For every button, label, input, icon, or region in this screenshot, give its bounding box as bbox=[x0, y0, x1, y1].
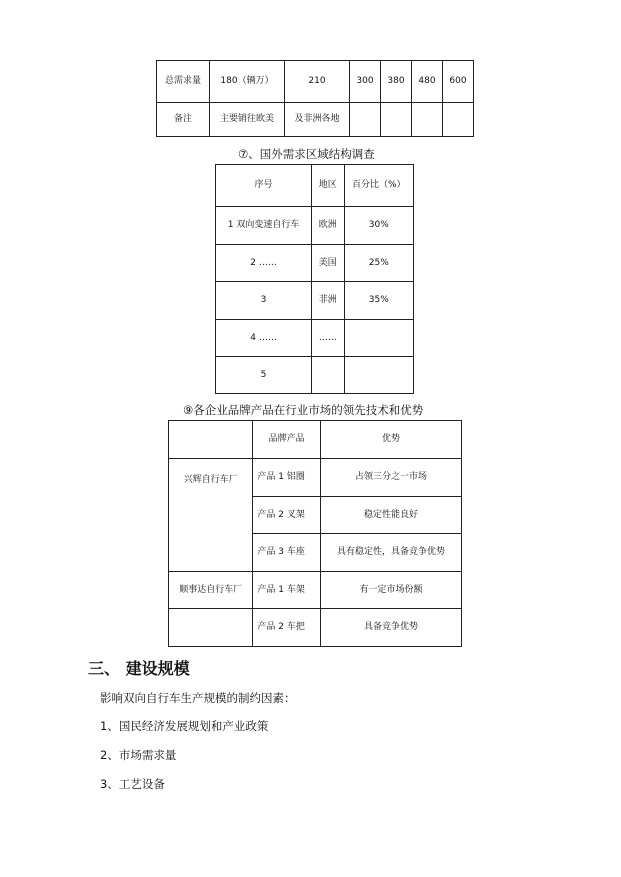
product-cell: 产品 2 车把 bbox=[253, 609, 321, 647]
section-heading: 三、 建设规模 bbox=[88, 659, 190, 678]
table-cell: 5 bbox=[216, 357, 312, 394]
table-row bbox=[157, 103, 474, 137]
table-cell: 25% bbox=[344, 245, 413, 282]
table-row bbox=[216, 282, 414, 320]
table-cell: 总需求量 bbox=[157, 61, 210, 103]
table-header-row bbox=[169, 421, 462, 459]
table-row bbox=[216, 357, 414, 394]
table-cell bbox=[412, 103, 443, 137]
table-cell bbox=[312, 357, 344, 394]
list-item: 3、工艺设备 bbox=[100, 777, 165, 791]
product-cell: 产品 1 铝圈 bbox=[253, 459, 321, 497]
table-cell: 4 …… bbox=[216, 320, 312, 357]
table-cell: 2 …… bbox=[216, 245, 312, 282]
table-cell: 600 bbox=[443, 61, 474, 103]
section-intro: 影响双向自行车生产规模的制约因素： bbox=[100, 691, 296, 705]
table-cell: 1 双向变速自行车 bbox=[216, 207, 312, 245]
table-cell: 及非洲各地 bbox=[285, 103, 350, 137]
table-row bbox=[216, 320, 414, 357]
table-cell: 欧洲 bbox=[312, 207, 344, 245]
table-cell bbox=[443, 103, 474, 137]
column-header: 优势 bbox=[320, 421, 461, 459]
table-cell: 300 bbox=[350, 61, 381, 103]
brand-table bbox=[168, 420, 462, 647]
table-row bbox=[216, 245, 414, 282]
column-header bbox=[169, 421, 253, 459]
product-cell: 产品 1 车架 bbox=[253, 572, 321, 609]
demand-table bbox=[156, 60, 474, 137]
table-cell: 美国 bbox=[312, 245, 344, 282]
table-cell: 380 bbox=[381, 61, 412, 103]
advantage-cell: 占领三分之一市场 bbox=[320, 459, 461, 497]
region-table bbox=[215, 164, 414, 394]
region-survey-caption: ⑦、国外需求区域结构调查 bbox=[238, 147, 375, 161]
table-cell bbox=[344, 357, 413, 394]
table-row bbox=[216, 207, 414, 245]
table-cell: 180（辆万） bbox=[210, 61, 285, 103]
company-name: 兴辉自行车厂 bbox=[183, 475, 238, 485]
product-cell: 产品 3 车座 bbox=[253, 534, 321, 572]
table-cell: 3 bbox=[216, 282, 312, 320]
table-cell: 210 bbox=[285, 61, 350, 103]
table-cell bbox=[350, 103, 381, 137]
column-header: 地区 bbox=[312, 165, 344, 207]
table-cell: 30% bbox=[344, 207, 413, 245]
table-cell bbox=[344, 320, 413, 357]
table-cell bbox=[169, 609, 253, 647]
list-item: 1、国民经济发展规划和产业政策 bbox=[100, 719, 269, 733]
advantage-cell: 具备竞争优势 bbox=[320, 609, 461, 647]
table-cell: 主要销往欧美 bbox=[210, 103, 285, 137]
table-cell: 35% bbox=[344, 282, 413, 320]
advantage-cell: 具有稳定性，具备竞争优势 bbox=[320, 534, 461, 572]
table-cell bbox=[381, 103, 412, 137]
company-cell: 顺事达自行车厂 bbox=[169, 572, 253, 609]
advantage-cell: 有一定市场份额 bbox=[320, 572, 461, 609]
table-header-row bbox=[216, 165, 414, 207]
table-cell: 非洲 bbox=[312, 282, 344, 320]
list-item: 2、市场需求量 bbox=[100, 748, 177, 762]
advantage-cell: 稳定性能良好 bbox=[320, 497, 461, 534]
table-row bbox=[169, 609, 462, 647]
table-row bbox=[169, 572, 462, 609]
table-cell: 备注 bbox=[157, 103, 210, 137]
brand-advantage-caption: ⑨各企业品牌产品在行业市场的领先技术和优势 bbox=[183, 403, 424, 417]
column-header: 序号 bbox=[216, 165, 312, 207]
column-header: 品牌产品 bbox=[253, 421, 321, 459]
table-cell: 480 bbox=[412, 61, 443, 103]
company-cell bbox=[169, 459, 253, 572]
table-cell: …… bbox=[312, 320, 344, 357]
product-cell: 产品 2 叉架 bbox=[253, 497, 321, 534]
column-header: 百分比（%） bbox=[344, 165, 413, 207]
table-row bbox=[169, 459, 462, 497]
table-row bbox=[157, 61, 474, 103]
